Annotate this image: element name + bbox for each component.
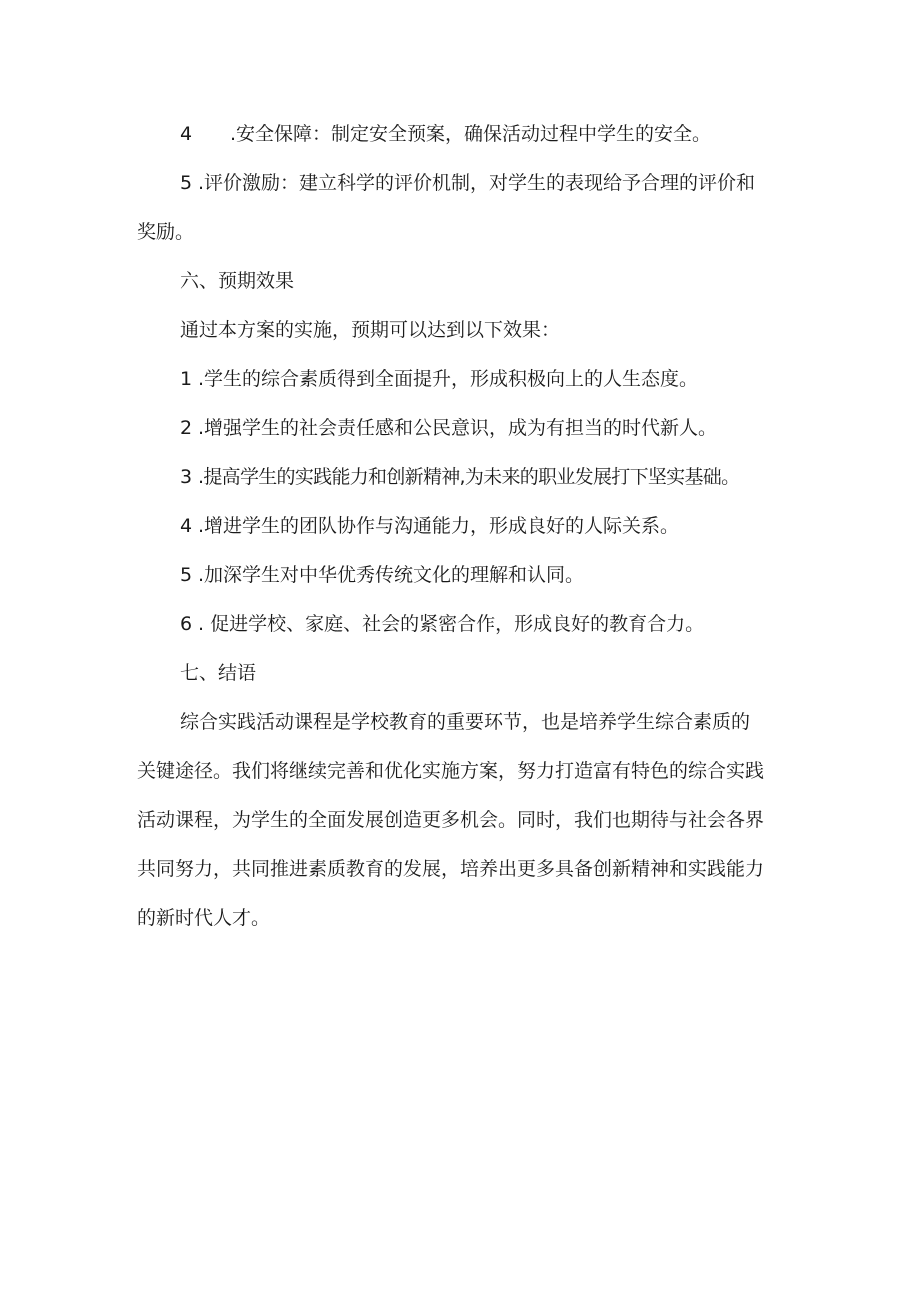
list-item-text: .评价激励：建立科学的评价机制，对学生的表现给予合理的评价和 xyxy=(198,172,756,194)
list-item-number: 6 xyxy=(180,613,193,635)
section-heading: 六、预期效果 xyxy=(180,270,295,292)
list-item-number: 5 xyxy=(180,172,193,194)
list-item-text: .学生的综合素质得到全面提升，形成积极向上的人生态度。 xyxy=(198,368,699,390)
paragraph-line: 综合实践活动课程是学校教育的重要环节，也是培养学生综合素质的 xyxy=(180,711,751,733)
list-item-text: . 促进学校、家庭、社会的紧密合作，形成良好的教育合力。 xyxy=(198,613,705,635)
paragraph-line: 活动课程，为学生的全面发展创造更多机会。同时，我们也期待与社会各界 xyxy=(137,809,765,831)
list-item-number: 5 xyxy=(180,564,193,586)
list-item xyxy=(180,464,739,490)
list-item xyxy=(180,513,679,539)
paragraph: 通过本方案的实施，预期可以达到以下效果： xyxy=(180,319,561,341)
list-item-text: .增强学生的社会责任感和公民意识，成为有担当的时代新人。 xyxy=(198,417,718,439)
list-item xyxy=(180,415,717,441)
list-item-text: .加深学生对中华优秀传统文化的理解和认同。 xyxy=(198,564,585,586)
paragraph-line: 关键途径。我们将继续完善和优化实施方案，努力打造富有特色的综合实践 xyxy=(137,760,765,782)
list-item-continuation xyxy=(137,219,194,245)
list-item-number: 4 xyxy=(180,515,193,537)
list-item xyxy=(180,611,704,637)
paragraph-line: 共同努力，共同推进素质教育的发展，培养出更多具备创新精神和实践能力 xyxy=(137,858,765,880)
list-item-text: .增进学生的团队协作与沟通能力，形成良好的人际关系。 xyxy=(198,515,680,537)
list-item xyxy=(180,366,698,392)
list-item-number: 4 xyxy=(180,123,193,145)
list-item-text: 奖励。 xyxy=(137,221,195,243)
list-item xyxy=(180,170,755,196)
list-item-text: .提高学生的实践能力和创新精神,为未来的职业发展打下坚实基础。 xyxy=(198,466,740,488)
paragraph-line: 的新时代人才。 xyxy=(137,907,271,929)
list-item-text: .安全保障：制定安全预案，确保活动过程中学生的安全。 xyxy=(230,123,712,145)
section-heading: 七、结语 xyxy=(180,662,257,684)
list-item-number: 1 xyxy=(180,368,193,390)
list-item xyxy=(180,121,711,147)
list-item-number: 2 xyxy=(180,417,193,439)
list-item-number: 3 xyxy=(180,466,193,488)
list-item xyxy=(180,562,584,588)
